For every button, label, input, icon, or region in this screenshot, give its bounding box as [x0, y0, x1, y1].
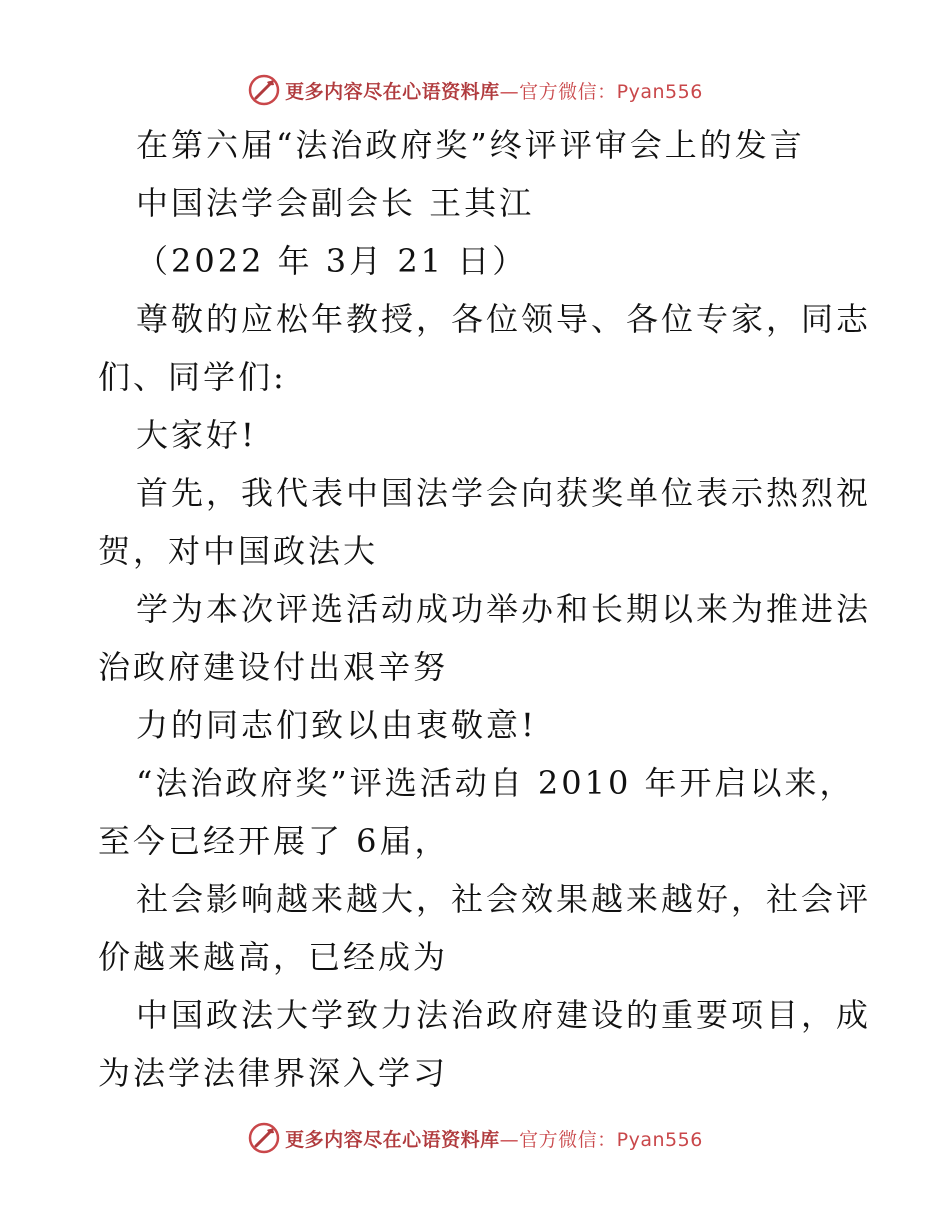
paragraph-line: 治政府建设付出艰辛努: [98, 648, 449, 686]
paragraph-line: 社会影响越来越大，社会效果越来越好，社会评: [136, 880, 872, 918]
date-line: （2022 年 3月 21 日）: [136, 242, 528, 280]
header-watermark: [0, 70, 950, 110]
paragraph-line: 学为本次评选活动成功举办和长期以来为推进法: [136, 590, 872, 628]
watermark-text: 更多内容尽在心语资料库—官方微信：Pyan556: [285, 80, 703, 103]
footer-watermark: [0, 1118, 950, 1158]
speech-title: 在第六届“法治政府奖”终评评审会上的发言: [136, 126, 805, 164]
paragraph-line: 首先，我代表中国法学会向获奖单位表示热烈祝: [136, 474, 872, 512]
paragraph-line: 为法学法律界深入学习: [98, 1054, 449, 1092]
watermark-text: 更多内容尽在心语资料库—官方微信：Pyan556: [285, 1128, 703, 1151]
quill-pen-circle-icon: [247, 73, 281, 107]
paragraph-line: 尊敬的应松年教授，各位领导、各位专家，同志: [136, 300, 872, 338]
paragraph-line: 们、同学们:: [98, 358, 287, 396]
document-body: [98, 116, 872, 1102]
paragraph-line: 至今已经开展了 6届，: [98, 822, 450, 860]
paragraph-line: 中国政法大学致力法治政府建设的重要项目，成: [136, 996, 872, 1034]
quill-pen-circle-icon: [247, 1121, 281, 1155]
paragraph-line: 价越来越高，已经成为: [98, 938, 449, 976]
speaker-line: 中国法学会副会长 王其江: [136, 184, 535, 222]
paragraph-line: 贺，对中国政法大: [98, 532, 379, 570]
greeting-line: 大家好!: [136, 416, 257, 454]
paragraph-line: “法治政府奖”评选活动自 2010 年开启以来，: [136, 764, 855, 802]
paragraph-line: 力的同志们致以由衷敬意!: [136, 706, 537, 744]
